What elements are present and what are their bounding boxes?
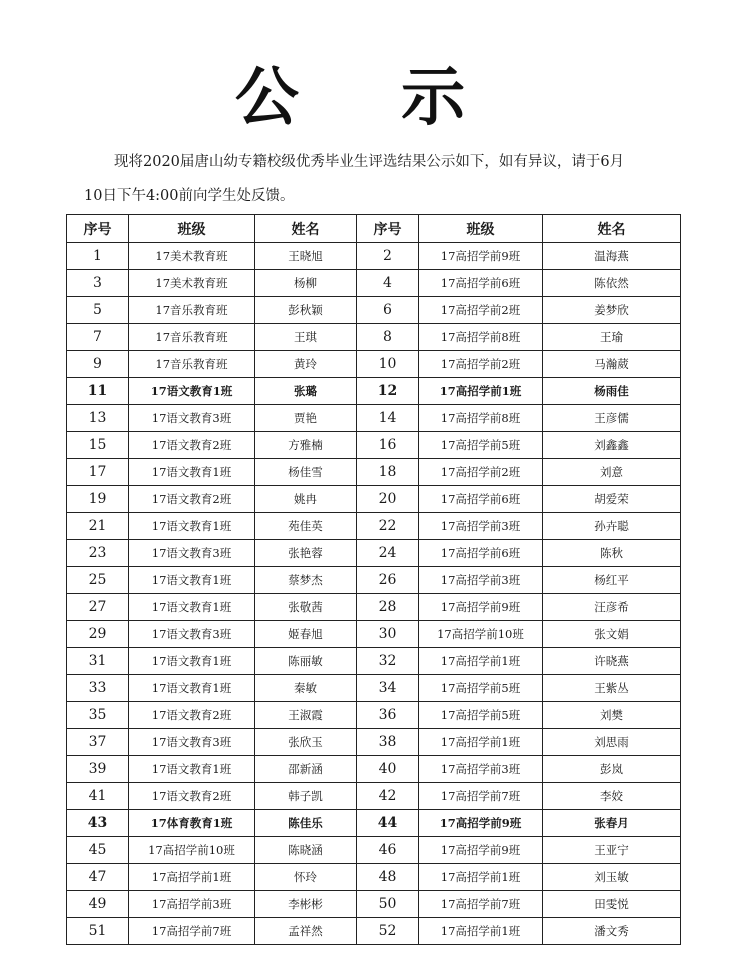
row-name: 李姣 <box>543 783 681 810</box>
row-index: 23 <box>67 540 129 567</box>
row-name: 刘思雨 <box>543 729 681 756</box>
row-name: 彭岚 <box>543 756 681 783</box>
row-class: 17语文教育1班 <box>129 756 255 783</box>
row-name: 陈秋 <box>543 540 681 567</box>
row-index: 31 <box>67 648 129 675</box>
row-name: 贾艳 <box>255 405 357 432</box>
row-class: 17高招学前10班 <box>419 621 543 648</box>
row-index: 24 <box>357 540 419 567</box>
row-class: 17语文教育3班 <box>129 540 255 567</box>
row-name: 杨柳 <box>255 270 357 297</box>
row-name: 张敬茜 <box>255 594 357 621</box>
row-index: 11 <box>67 378 129 405</box>
row-name: 刘玉敏 <box>543 864 681 891</box>
row-class: 17语文教育1班 <box>129 648 255 675</box>
table-row <box>67 837 681 864</box>
row-index: 17 <box>67 459 129 486</box>
row-class: 17高招学前1班 <box>129 864 255 891</box>
row-name: 王淑霞 <box>255 702 357 729</box>
row-name: 刘意 <box>543 459 681 486</box>
row-name: 王瑜 <box>543 324 681 351</box>
row-class: 17音乐教育班 <box>129 324 255 351</box>
row-index: 30 <box>357 621 419 648</box>
row-class: 17语文教育1班 <box>129 513 255 540</box>
row-class: 17高招学前9班 <box>419 810 543 837</box>
row-name: 杨红平 <box>543 567 681 594</box>
row-index: 42 <box>357 783 419 810</box>
row-index: 18 <box>357 459 419 486</box>
row-class: 17语文教育2班 <box>129 486 255 513</box>
row-index: 4 <box>357 270 419 297</box>
row-name: 姜梦欣 <box>543 297 681 324</box>
row-index: 28 <box>357 594 419 621</box>
header-class: 班级 <box>129 215 255 243</box>
row-class: 17高招学前9班 <box>419 243 543 270</box>
row-class: 17高招学前7班 <box>129 918 255 945</box>
row-class: 17体育教育1班 <box>129 810 255 837</box>
row-class: 17高招学前3班 <box>129 891 255 918</box>
row-class: 17高招学前9班 <box>419 837 543 864</box>
row-name: 邵新涵 <box>255 756 357 783</box>
table-row <box>67 405 681 432</box>
table-row <box>67 297 681 324</box>
row-class: 17高招学前2班 <box>419 459 543 486</box>
row-class: 17高招学前3班 <box>419 513 543 540</box>
row-class: 17高招学前8班 <box>419 324 543 351</box>
header-class: 班级 <box>419 215 543 243</box>
row-class: 17高招学前1班 <box>419 729 543 756</box>
table-row <box>67 567 681 594</box>
table-row <box>67 621 681 648</box>
row-class: 17高招学前9班 <box>419 594 543 621</box>
row-index: 21 <box>67 513 129 540</box>
row-index: 49 <box>67 891 129 918</box>
row-name: 温海燕 <box>543 243 681 270</box>
row-index: 52 <box>357 918 419 945</box>
row-index: 13 <box>67 405 129 432</box>
row-index: 47 <box>67 864 129 891</box>
row-name: 王亚宁 <box>543 837 681 864</box>
row-name: 蔡梦杰 <box>255 567 357 594</box>
row-name: 王彦儒 <box>543 405 681 432</box>
row-index: 15 <box>67 432 129 459</box>
row-class: 17高招学前5班 <box>419 675 543 702</box>
row-index: 10 <box>357 351 419 378</box>
row-name: 孙卉聪 <box>543 513 681 540</box>
row-class: 17高招学前7班 <box>419 783 543 810</box>
table-row <box>67 648 681 675</box>
row-name: 苑佳英 <box>255 513 357 540</box>
row-index: 6 <box>357 297 419 324</box>
header-name: 姓名 <box>255 215 357 243</box>
row-name: 王紫丛 <box>543 675 681 702</box>
row-index: 25 <box>67 567 129 594</box>
table-row <box>67 918 681 945</box>
row-name: 陈丽敏 <box>255 648 357 675</box>
row-class: 17高招学前2班 <box>419 297 543 324</box>
row-index: 14 <box>357 405 419 432</box>
row-class: 17高招学前6班 <box>419 486 543 513</box>
row-index: 5 <box>67 297 129 324</box>
table-row <box>67 378 681 405</box>
row-class: 17音乐教育班 <box>129 297 255 324</box>
table-header-row <box>67 215 681 243</box>
row-index: 48 <box>357 864 419 891</box>
row-name: 秦敏 <box>255 675 357 702</box>
results-table <box>66 214 681 945</box>
row-class: 17高招学前7班 <box>419 891 543 918</box>
table-row <box>67 729 681 756</box>
row-name: 汪彦希 <box>543 594 681 621</box>
row-index: 39 <box>67 756 129 783</box>
row-index: 40 <box>357 756 419 783</box>
row-index: 43 <box>67 810 129 837</box>
notice-text <box>84 145 684 213</box>
row-class: 17语文教育2班 <box>129 702 255 729</box>
row-index: 19 <box>67 486 129 513</box>
row-index: 35 <box>67 702 129 729</box>
row-index: 16 <box>357 432 419 459</box>
row-index: 27 <box>67 594 129 621</box>
table-row <box>67 540 681 567</box>
row-name: 陈佳乐 <box>255 810 357 837</box>
row-index: 46 <box>357 837 419 864</box>
header-name: 姓名 <box>543 215 681 243</box>
row-index: 29 <box>67 621 129 648</box>
row-name: 黄玲 <box>255 351 357 378</box>
row-class: 17高招学前1班 <box>419 378 543 405</box>
row-name: 刘樊 <box>543 702 681 729</box>
table-row <box>67 459 681 486</box>
table-row <box>67 675 681 702</box>
row-class: 17高招学前2班 <box>419 351 543 378</box>
row-index: 20 <box>357 486 419 513</box>
row-class: 17语文教育3班 <box>129 729 255 756</box>
row-class: 17高招学前6班 <box>419 540 543 567</box>
row-class: 17语文教育2班 <box>129 432 255 459</box>
row-name: 刘鑫鑫 <box>543 432 681 459</box>
header-index: 序号 <box>67 215 129 243</box>
table-row <box>67 513 681 540</box>
row-name: 马瀚葳 <box>543 351 681 378</box>
table-row <box>67 432 681 459</box>
table-row <box>67 324 681 351</box>
row-class: 17语文教育1班 <box>129 675 255 702</box>
row-index: 38 <box>357 729 419 756</box>
row-index: 8 <box>357 324 419 351</box>
table-row <box>67 486 681 513</box>
table-row <box>67 864 681 891</box>
row-class: 17美术教育班 <box>129 270 255 297</box>
row-name: 田雯悦 <box>543 891 681 918</box>
notice-line-1: 现将2020届唐山幼专籍校级优秀毕业生评选结果公示如下，如有异议，请于6月 <box>114 154 625 170</box>
notice-line-2: 10日下午4:00前向学生处反馈。 <box>84 188 295 204</box>
row-index: 26 <box>357 567 419 594</box>
row-index: 34 <box>357 675 419 702</box>
row-class: 17语文教育2班 <box>129 783 255 810</box>
table-row <box>67 891 681 918</box>
row-class: 17高招学前3班 <box>419 567 543 594</box>
row-class: 17高招学前1班 <box>419 864 543 891</box>
table-row <box>67 351 681 378</box>
row-index: 51 <box>67 918 129 945</box>
row-index: 32 <box>357 648 419 675</box>
row-index: 41 <box>67 783 129 810</box>
row-class: 17高招学前6班 <box>419 270 543 297</box>
row-name: 张春月 <box>543 810 681 837</box>
row-index: 3 <box>67 270 129 297</box>
row-index: 7 <box>67 324 129 351</box>
row-name: 彭秋颖 <box>255 297 357 324</box>
row-class: 17高招学前1班 <box>419 918 543 945</box>
row-name: 陈晓涵 <box>255 837 357 864</box>
row-name: 陈依然 <box>543 270 681 297</box>
table-row <box>67 783 681 810</box>
table-row <box>67 270 681 297</box>
row-name: 王琪 <box>255 324 357 351</box>
table-row <box>67 756 681 783</box>
row-class: 17高招学前5班 <box>419 702 543 729</box>
row-name: 李彬彬 <box>255 891 357 918</box>
row-class: 17语文教育3班 <box>129 405 255 432</box>
row-class: 17美术教育班 <box>129 243 255 270</box>
row-index: 2 <box>357 243 419 270</box>
table-row <box>67 810 681 837</box>
row-name: 张璐 <box>255 378 357 405</box>
table-row <box>67 702 681 729</box>
row-class: 17高招学前1班 <box>419 648 543 675</box>
row-name: 许晓燕 <box>543 648 681 675</box>
row-index: 12 <box>357 378 419 405</box>
row-class: 17语文教育1班 <box>129 378 255 405</box>
row-index: 36 <box>357 702 419 729</box>
table-row <box>67 594 681 621</box>
row-class: 17高招学前5班 <box>419 432 543 459</box>
row-index: 50 <box>357 891 419 918</box>
row-class: 17语文教育1班 <box>129 567 255 594</box>
row-index: 45 <box>67 837 129 864</box>
row-name: 王晓旭 <box>255 243 357 270</box>
row-name: 杨佳雪 <box>255 459 357 486</box>
row-name: 胡爱荣 <box>543 486 681 513</box>
row-index: 1 <box>67 243 129 270</box>
page-title: 公 示 <box>234 61 506 135</box>
row-class: 17高招学前3班 <box>419 756 543 783</box>
row-name: 潘文秀 <box>543 918 681 945</box>
row-class: 17语文教育1班 <box>129 594 255 621</box>
row-name: 张艳蓉 <box>255 540 357 567</box>
row-class: 17音乐教育班 <box>129 351 255 378</box>
row-class: 17语文教育3班 <box>129 621 255 648</box>
row-index: 37 <box>67 729 129 756</box>
row-name: 杨雨佳 <box>543 378 681 405</box>
row-name: 姚冉 <box>255 486 357 513</box>
row-name: 姬春旭 <box>255 621 357 648</box>
row-index: 33 <box>67 675 129 702</box>
table-body <box>67 243 681 945</box>
row-class: 17高招学前8班 <box>419 405 543 432</box>
row-class: 17语文教育1班 <box>129 459 255 486</box>
row-name: 怀玲 <box>255 864 357 891</box>
row-index: 9 <box>67 351 129 378</box>
row-name: 张欣玉 <box>255 729 357 756</box>
row-index: 22 <box>357 513 419 540</box>
row-class: 17高招学前10班 <box>129 837 255 864</box>
table-row <box>67 243 681 270</box>
row-name: 张文娟 <box>543 621 681 648</box>
row-name: 韩子凯 <box>255 783 357 810</box>
row-index: 44 <box>357 810 419 837</box>
row-name: 方雅楠 <box>255 432 357 459</box>
header-index: 序号 <box>357 215 419 243</box>
row-name: 孟祥然 <box>255 918 357 945</box>
